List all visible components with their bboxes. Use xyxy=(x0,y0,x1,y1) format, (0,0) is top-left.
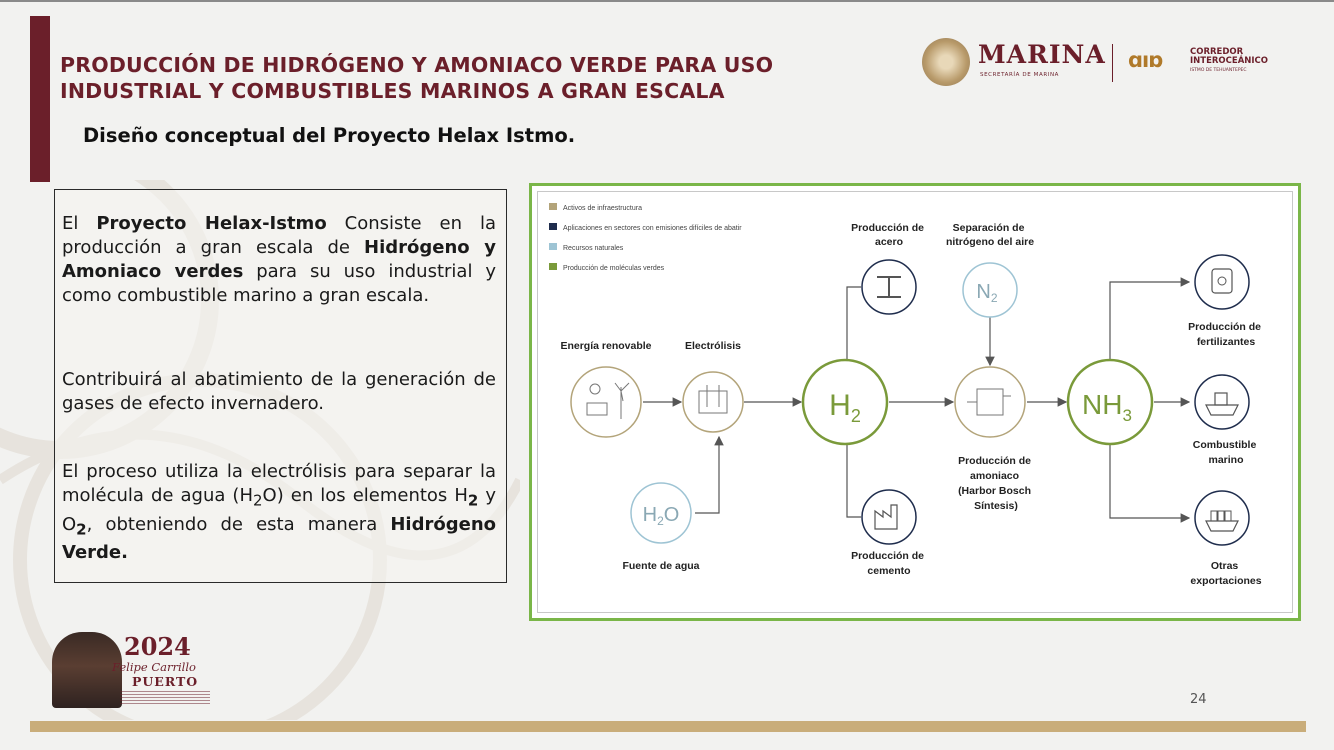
legend-label-applications: Aplicaciones en sectores con emisiones difíciles de abatir xyxy=(563,225,742,232)
corredor-logo-text xyxy=(1190,48,1268,66)
n2-n: N xyxy=(976,281,991,303)
p1-text-c: Consiste en la producción a gran escala de xyxy=(62,213,496,258)
legend-swatch-resources xyxy=(549,243,557,250)
legend-label-infra: Activos de infraestructura xyxy=(563,205,642,212)
p3-sub-3: 2 xyxy=(76,520,87,539)
label-exports-line-2: exportaciones xyxy=(1190,575,1262,587)
top-border xyxy=(0,0,1334,2)
label-exports xyxy=(1190,560,1261,587)
label-nitrogen-separation xyxy=(946,222,1034,248)
footer-logo xyxy=(44,628,214,708)
ammonia-plant-icon xyxy=(955,367,1025,437)
water-o: O xyxy=(663,504,680,526)
label-cement-line-2: cemento xyxy=(867,565,911,577)
label-ammonia-line-1: Producción de xyxy=(958,455,1032,467)
cargo-ship-icon xyxy=(1195,491,1249,545)
footer-year: 2024 xyxy=(124,632,191,661)
label-ammonia-line-3: (Harbor Bosch xyxy=(958,485,1032,497)
line-h2-cement xyxy=(847,443,861,517)
legend-label-green: Producción de moléculas verdes xyxy=(563,265,665,272)
title-accent-bar xyxy=(30,16,50,182)
p3-o: O xyxy=(62,513,77,535)
legend-swatch-applications xyxy=(549,223,557,230)
page-title-line-1: PRODUCCIÓN DE HIDRÓGENO Y AMONIACO VERDE PARA USO xyxy=(60,53,774,77)
paragraph-2: Contribuirá al abatimiento de la generación de gases de efecto invernadero. xyxy=(62,369,496,414)
arrow-water-electrolysis xyxy=(695,437,719,513)
nitrogen-icon xyxy=(963,263,1017,317)
line-h2-steel xyxy=(847,287,861,363)
p1-text-d: para su uso industrial y como combustible marino a gran escala. xyxy=(62,261,496,306)
page-number: 24 xyxy=(1190,692,1207,707)
steel-beam-icon xyxy=(862,260,916,314)
h2-subscript: 2 xyxy=(850,406,861,426)
p3-bold-green-hydrogen: Hidrógeno Verde. xyxy=(62,513,496,564)
label-steel-line-1: Producción de xyxy=(851,222,925,234)
legend-swatch-infra xyxy=(549,203,557,210)
fertilizer-icon xyxy=(1195,255,1249,309)
footer-name: Felipe Carrillo xyxy=(112,660,196,674)
page-title-line-2: INDUSTRIAL Y COMBUSTIBLES MARINOS A GRAN ESCALA xyxy=(60,79,725,103)
corredor-line-1: CORREDOR xyxy=(1190,47,1244,57)
logo-divider xyxy=(1112,44,1113,82)
label-steel-line-2: acero xyxy=(874,236,904,248)
legend-swatch-green xyxy=(549,263,557,270)
p3-text-a: El proceso utiliza la electrólisis para separar la molécula de agua (H xyxy=(62,461,496,506)
factory-icon xyxy=(862,490,916,544)
label-steel xyxy=(851,222,927,248)
p3-sub-1: 2 xyxy=(253,491,263,510)
electrolyzer-icon xyxy=(683,372,743,432)
p3-text-b: O) en los elementos xyxy=(262,485,455,506)
hydrogen-node xyxy=(803,360,887,444)
p1-text-a: El xyxy=(62,213,97,234)
p1-bold-project: Proyecto Helax-Istmo xyxy=(96,213,327,234)
legend-label-resources: Recursos naturales xyxy=(563,245,624,252)
corredor-line-2: INTEROCEÁNICO xyxy=(1190,56,1269,66)
marina-logo-subtext: SECRETARÍA DE MARINA xyxy=(980,72,1060,78)
p3-h: H xyxy=(454,485,468,506)
label-ammonia xyxy=(958,455,1034,512)
legend xyxy=(549,203,742,272)
label-energy: Energía renovable xyxy=(560,340,652,352)
label-electrolysis: Electrólisis xyxy=(684,340,742,352)
label-exports-line-1: Otras xyxy=(1210,560,1239,572)
label-nitrogen-line-1: Separación de xyxy=(952,222,1025,234)
label-ammonia-line-4: Síntesis) xyxy=(974,500,1018,512)
label-marine-fuel-line-2: marino xyxy=(1208,454,1244,466)
nh3-nh: NH xyxy=(1082,389,1123,420)
nh3-subscript: 3 xyxy=(1122,406,1132,425)
paragraph-1 xyxy=(62,212,496,308)
p1-bold-hydrogen: Hidrógeno y Amoniaco verdes xyxy=(62,237,496,282)
water-h: H xyxy=(642,504,658,526)
label-nitrogen-line-2: nitrógeno del aire xyxy=(945,236,1035,248)
marina-logo-text: MARINA xyxy=(978,40,1106,69)
label-fertilizers-line-2: fertilizantes xyxy=(1196,336,1256,348)
n2-subscript: 2 xyxy=(990,291,998,305)
paragraph-3 xyxy=(62,460,496,565)
arrow-nh3-export xyxy=(1110,443,1189,518)
h2-h: H xyxy=(829,389,851,422)
page-subtitle: Diseño conceptual del Proyecto Helax Istmo. xyxy=(83,124,576,147)
process-diagram xyxy=(537,191,1293,613)
arrow-nh3-fertilizer xyxy=(1110,282,1189,363)
footer-puerto: PUERTO xyxy=(132,674,199,689)
seal-icon xyxy=(922,38,970,86)
label-water-source: Fuente de agua xyxy=(622,560,700,572)
corredor-logo-icon: ɑıɒ xyxy=(1128,48,1163,72)
label-cement-line-1: Producción de xyxy=(851,550,925,562)
p3-y: y xyxy=(478,485,497,506)
label-marine-fuel xyxy=(1193,439,1260,466)
label-fertilizers xyxy=(1188,321,1264,348)
ammonia-node xyxy=(1068,360,1152,444)
bottom-band xyxy=(30,721,1306,732)
label-fertilizers-line-1: Producción de xyxy=(1188,321,1262,333)
label-marine-fuel-line-1: Combustible xyxy=(1192,439,1257,451)
corredor-logo-subtext: ISTMO DE TEHUANTEPEC xyxy=(1190,68,1247,73)
page-title xyxy=(60,52,880,104)
p3-sub-2: 2 xyxy=(467,491,479,510)
ship-icon xyxy=(1195,375,1249,429)
footer-small-text xyxy=(120,691,210,705)
label-cement xyxy=(851,550,927,577)
water-subscript: 2 xyxy=(657,514,664,528)
solar-wind-icon xyxy=(571,367,641,437)
label-ammonia-line-2: amoniaco xyxy=(970,470,1020,482)
water-drop-icon xyxy=(631,483,691,543)
header-logos xyxy=(920,38,1300,90)
p3-text-c: , obteniendo de esta manera xyxy=(86,513,391,535)
